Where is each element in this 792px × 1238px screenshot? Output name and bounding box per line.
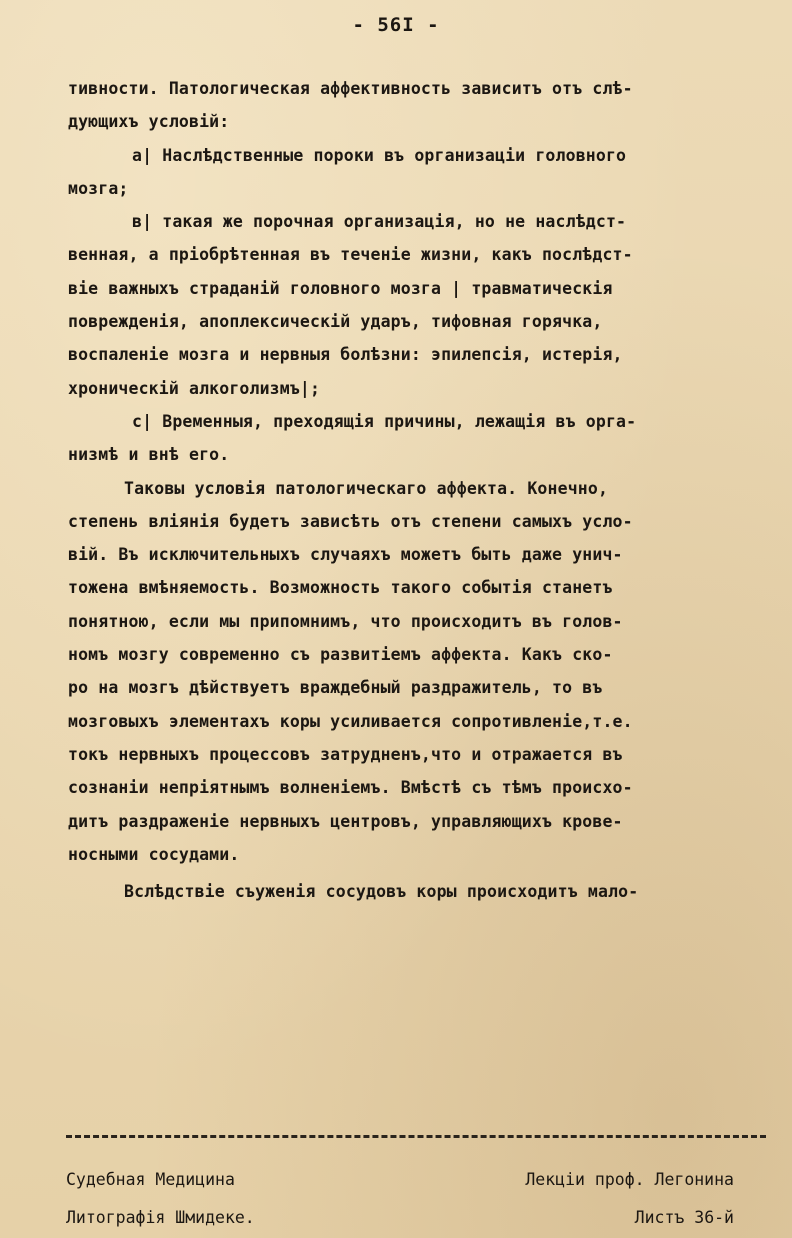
body-text <box>68 72 768 908</box>
text-line: хроническій алкоголизмъ|; <box>68 378 321 398</box>
text-line: носными сосудами. <box>68 844 240 864</box>
text-line: степень вліянія будетъ зависѣть отъ степени самыхъ усло- <box>68 511 633 531</box>
text-line: Вслѣдствіе съуженія сосудовъ коры происходитъ мало- <box>124 882 639 902</box>
text-line: в| такая же порочная организація, но не наслѣдст- <box>132 212 627 232</box>
text-line: воспаленіе мозга и нервныя болѣзни: эпилепсія, истерія, <box>68 345 623 365</box>
text-line: номъ мозгу современно съ развитіемъ аффекта. Какъ ско- <box>68 645 613 665</box>
footer-lecturer: Лекціи проф. Легонина <box>525 1170 734 1189</box>
text-line: понятною, если мы припомнимъ, что происходитъ въ голов- <box>68 611 623 631</box>
text-line: поврежденія, апоплексическій ударъ, тифовная горячка, <box>68 312 603 332</box>
text-line: вій. Въ исключительныхъ случаяхъ можетъ быть даже унич- <box>68 545 623 565</box>
text-line: тивности. Патологическая аффективность зависитъ отъ слѣ- <box>68 79 633 98</box>
text-line: венная, а пріобрѣтенная въ теченіе жизни, какъ послѣдст- <box>68 245 633 265</box>
text-line: сознаніи непріятнымъ волненіемъ. Вмѣстѣ съ тѣмъ происхо- <box>68 778 633 798</box>
footer-sheet-number: Листъ 36-й <box>634 1208 734 1227</box>
text-line: токъ нервныхъ процессовъ затрудненъ,что и отражается въ <box>68 744 623 764</box>
text-line: ро на мозгъ дѣйствуетъ враждебный раздражитель, то въ <box>68 678 603 698</box>
text-line: низмѣ и внѣ его. <box>68 445 230 465</box>
text-line: дитъ раздраженіе нервныхъ центровъ, управляющихъ крове- <box>68 811 623 831</box>
footer-printer: Литографія Шмидеке. <box>66 1208 255 1227</box>
text-line: а| Наслѣдственные пороки въ организаціи головного <box>132 145 627 165</box>
text-line: Таковы условія патологическаго аффекта. Конечно, <box>124 478 609 498</box>
text-line: с| Временныя, преходящія причины, лежащія въ орга- <box>132 411 637 431</box>
text-line: мозговыхъ элементахъ коры усиливается сопротивленіе,т.е. <box>68 711 633 731</box>
text-line: дующихъ условій: <box>68 112 230 132</box>
text-line: тожена вмѣняемость. Возможность такого событія станетъ <box>68 578 613 598</box>
text-line: мозга; <box>68 178 129 198</box>
page-number: - 56I - <box>352 14 440 36</box>
footer-divider <box>66 1135 766 1138</box>
text-line: віе важныхъ страданій головного мозга | травматическія <box>68 278 613 298</box>
footer-course-title: Судебная Медицина <box>66 1170 235 1189</box>
